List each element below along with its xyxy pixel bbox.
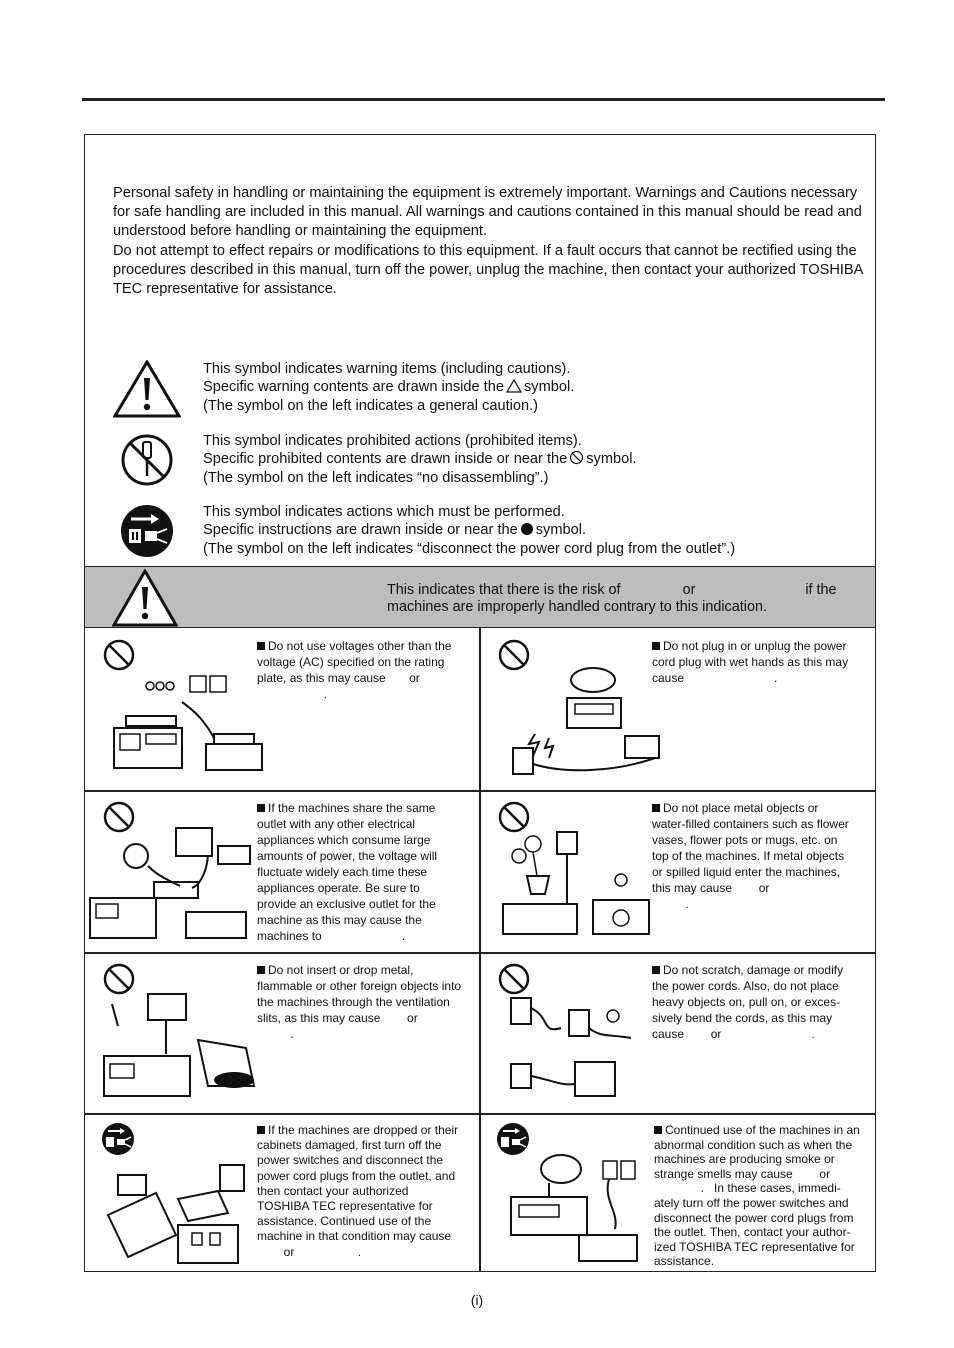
- mandatory-symbol-line1: This symbol indicates actions which must be performed.: [203, 504, 565, 520]
- scale-voltage-illustration: [106, 672, 266, 780]
- bullet-square: [652, 804, 660, 812]
- mandatory-symbol-line3: (The symbol on the left indicates “disconnect the power cord plug from the outlet”.): [203, 540, 736, 557]
- caution-text-foreign-objects: Do not insert or drop metal, flammable or other foreign objects into the machines through the ventilation slits, as this may cause or .: [257, 963, 462, 1041]
- caution-cell-wet-hands: [481, 630, 874, 790]
- intro-text: [113, 184, 873, 299]
- prohibited-icon: [102, 638, 136, 672]
- caution-cell-voltage: [86, 630, 478, 790]
- warning-symbol-line1: This symbol indicates warning items (including cautions).: [203, 361, 571, 377]
- foreign-objects-illustration: [98, 990, 258, 1104]
- caution-text-metal-objects: Do not place metal objects or water-filled containers such as flower vases, flower pots or mugs, etc. on top of the machines. If metal objects or spilled liquid enter the machines, this may cause or .: [652, 801, 849, 911]
- bullet-square: [654, 1126, 662, 1134]
- caution-text-dropped: If the machines are dropped or their cabinets damaged, first turn off the power switches and disconnect the power cord plugs from the outlet, and then contact your authorized TOSHIBA TEC representative for assistance. Continued use of the machine in that condition may cause or .: [257, 1123, 459, 1259]
- warning-band: [85, 566, 875, 628]
- warning-symbol-line3: (The symbol on the left indicates a general caution.): [203, 397, 539, 414]
- caution-text-wet-hands: Do not plug in or unplug the power cord plug with wet hands as this may cause .: [652, 639, 849, 685]
- no-disassembling-icon: [119, 432, 181, 488]
- page-number: (i): [470, 1292, 484, 1308]
- intro-paragraph-2: Do not attempt to effect repairs or modifications to this equipment. If a fault occurs that cannot be rectified using the procedures described in this manual, turn off the power, unplug the machine, then contact your authorized TOSHIBA TEC representative for assistance.: [113, 242, 863, 298]
- warning-triangle-icon: [112, 569, 178, 627]
- bullet-square: [257, 1126, 265, 1134]
- prohibited-symbol-line3: (The symbol on the left indicates “no disassembling”.): [203, 469, 549, 486]
- disconnect-plug-icon: [100, 1121, 136, 1157]
- bullet-square: [652, 642, 660, 650]
- intro-paragraph-1: Personal safety in handling or maintaining the equipment is extremely important. Warnings and Cautions necessary for safe handling are included in this manual. All warnings and cautions contained in this manual should be read and understood before handling or maintaining the equipment.: [113, 185, 862, 240]
- caution-text-power-cords: Do not scratch, damage or modify the power cords. Also, do not place heavy objects on, pull on, or exces- sively bend the cords, as this may cause or .: [652, 963, 844, 1041]
- bullet-square: [257, 804, 265, 812]
- prohibited-symbol-line1: This symbol indicates prohibited actions (prohibited items).: [203, 433, 582, 449]
- caution-text-voltage: Do not use voltages other than the voltage (AC) specified on the rating plate, as this may cause or .: [257, 639, 452, 701]
- warning-band-text: This indicates that there is the risk of or if the machines are improperly handled contrary to this indication.: [387, 582, 837, 615]
- caution-cell-metal-objects: [481, 792, 874, 952]
- warning-symbol-line2: Specific warning contents are drawn inside the symbol.: [203, 379, 575, 396]
- small-filled-circle-icon: [520, 522, 534, 536]
- small-prohibited-icon: [569, 450, 584, 465]
- bullet-square: [257, 642, 265, 650]
- small-triangle-icon: [506, 379, 522, 393]
- disconnect-plug-icon: [119, 503, 183, 561]
- smoking-machine-illustration: [491, 1151, 651, 1267]
- caution-text-abnormal-condition: Continued use of the machines in an abnormal condition such as when the machines are producing smoke or strange smells may cause or . In these cases, immedi- ately turn off the power switches and disconnect the power cord plugs from the outlet. Then, contact your author- ized TOSHIBA TEC representative for assistance.: [654, 1123, 860, 1269]
- shared-outlet-illustration: [88, 826, 258, 944]
- power-cord-damage-illustration: [501, 988, 651, 1104]
- bullet-square: [257, 966, 265, 974]
- bullet-square: [652, 966, 660, 974]
- caution-cell-power-cords: [481, 954, 874, 1112]
- caution-cell-shared-outlet: [86, 792, 478, 952]
- caution-cell-dropped: [86, 1115, 478, 1271]
- general-caution-icon: [113, 360, 181, 418]
- caution-cell-foreign-objects: [86, 954, 478, 1112]
- mandatory-symbol-line2: Specific instructions are drawn inside or near the symbol.: [203, 522, 587, 539]
- flower-vase-illustration: [497, 822, 653, 944]
- caution-text-shared-outlet: If the machines share the same outlet with any other electrical appliances which consume large amounts of power, the voltage will fluctuate widely each time these appliances operate. Be sure to provide an exclusive outlet for the machine as this may cause the machines to .: [257, 801, 438, 943]
- wet-hands-illustration: [505, 664, 661, 780]
- header-rule: [82, 98, 885, 101]
- dropped-machine-illustration: [94, 1155, 258, 1267]
- prohibited-symbol-line2: Specific prohibited contents are drawn inside or near the symbol.: [203, 451, 637, 468]
- caution-cell-abnormal-condition: [481, 1115, 874, 1271]
